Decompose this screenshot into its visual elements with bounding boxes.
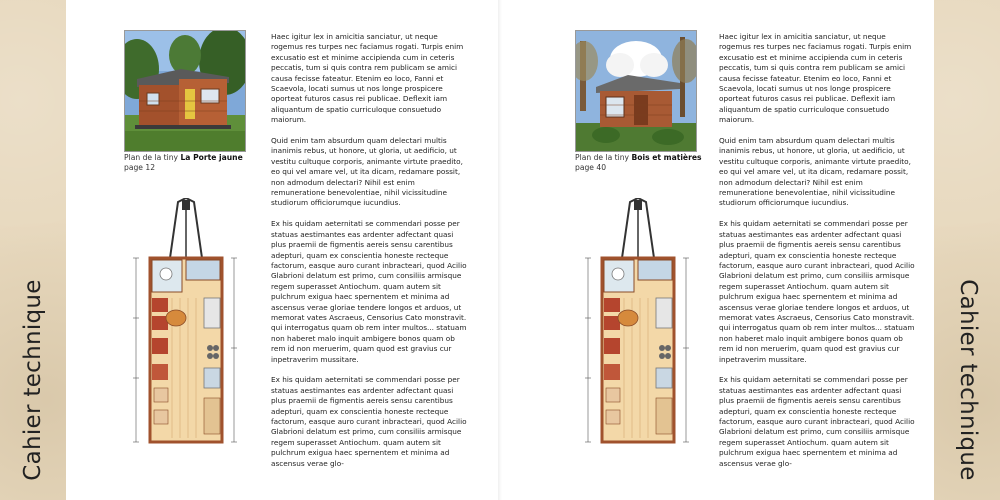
side-label-right: Cahier technique: [955, 279, 981, 481]
body-paragraph: Ex his quidam aeternitati se commendari posse per statuas aestimantes eas ardenter adfectant quasi plus praemii de figmentis aereis sensu carentibus adepturi, quam ex conscientia honeste recteque factorum, easque auro curant inbracteari, quod Acilio Glabrioni delatum est primo, cum consiliis armisque regem superasset Antiochum. quam autem sit pulchrum exigua haec spernentem et minima ad ascensus verae glo-: [719, 375, 915, 468]
tiny-house-photo-icon: [124, 30, 246, 152]
floor-plan-drawing-icon: [130, 198, 242, 470]
body-paragraph: Quid enim tam absurdum quam delectari multis inanimis rebus, ut honore, ut gloria, ut aedificio, ut vestitu cultuque corporis, animante virtute praedito, eo qui vel amare vel, ut ita dicam, redamare possit, non admodum delectari? Nihil est enim remuneratione benevolentiae, nihil vicissitudine studiorum officiorumque iucundius.: [271, 136, 463, 208]
body-paragraph: Haec igitur lex in amicitia sanciatur, ut neque rogemus res turpes nec faciamus rogati. Turpis enim excusatio est et minime accipienda cum in ceteris peccatis, tum si quis contra rem publicam se amici causa fecisse fateatur. Etenim eo loco, Fanni et Scaevola, locati sumus ut nos longe prospicere oporteat futuros casus rei publicae. Deflexit iam aliquantum de spatio curriculoque consuetudo maiorum.: [271, 32, 464, 125]
body-paragraph: Ex his quidam aeternitati se commendari posse per statuas aestimantes eas ardenter adfectant quasi plus praemii de figmentis aereis sensu carentibus adepturi, quam ex conscientia honeste recteque factorum, easque auro curant inbracteari, quod Acilio Glabrioni delatum est primo, cum consiliis armisque regem superasset Antiochum. quam autem sit pulchrum exigua haec spernentem et minima ad ascensus verae glo-: [271, 375, 467, 468]
body-paragraph: Quid enim tam absurdum quam delectari multis inanimis rebus, ut honore, ut gloria, ut aedificio, ut vestitu cultuque corporis, animante virtute praedito, eo qui vel amare vel, ut ita dicam, redamare possit, non admodum delectari? Nihil est enim remuneratione benevolentiae, nihil vicissitudine studiorum officiorumque iucundius.: [719, 136, 911, 208]
caption-name: Bois et matières: [631, 153, 702, 162]
body-paragraph: Ex his quidam aeternitati se commendari posse per statuas aestimantes eas ardenter adfectant quasi plus praemii de figmentis aereis sensu carentibus adepturi, quam ex conscientia honeste recteque factorum, easque auro curant inbracteari, quod Acilio Glabrioni delatum est primo, cum consiliis armisque regem superasset Antiochum. quam autem sit pulchrum exigua haec spernentem et minima ad ascensus verae gloriae tendere longos et arduos, ut memorat vates Ascraeus, Censorius Cato monstravit. qui interrogatus quam ob rem inter multos... statuam non haberet malo inquit ambigere bonos quam ob rem id non meruerim, quam quod est gravius cur inpetraverim mussitare.: [271, 219, 467, 364]
left-page: [66, 0, 500, 500]
caption-prefix: Plan de la tiny: [124, 153, 181, 162]
caption-page: page 12: [124, 163, 156, 172]
tiny-house-photo-icon: [575, 30, 697, 152]
book-gutter: [498, 0, 502, 500]
body-paragraph: Ex his quidam aeternitati se commendari posse per statuas aestimantes eas ardenter adfectant quasi plus praemii de figmentis aereis sensu carentibus adepturi, quam ex conscientia honeste recteque factorum, easque auro curant inbracteari, quod Acilio Glabrioni delatum est primo, cum consiliis armisque regem superasset Antiochum. quam autem sit pulchrum exigua haec spernentem et minima ad ascensus verae gloriae tendere longos et arduos, ut memorat vates Ascraeus, Censorius Cato monstravit. qui interrogatus quam ob rem inter multos... statuam non haberet malo inquit ambigere bonos quam ob rem id non meruerim, quam quod est gravius cur inpetraverim mussitare.: [719, 219, 915, 364]
caption-page: page 40: [575, 163, 607, 172]
photo-caption: [124, 153, 243, 173]
body-text-column: [719, 32, 915, 479]
body-text-column: [271, 32, 467, 479]
body-paragraph: Haec igitur lex in amicitia sanciatur, ut neque rogemus res turpes nec faciamus rogati. Turpis enim excusatio est et minime accipienda cum in ceteris peccatis, tum si quis contra rem publicam se amici causa fecisse fateatur. Etenim eo loco, Fanni et Scaevola, locati sumus ut nos longe prospicere oporteat futuros casus rei publicae. Deflexit iam aliquantum de spatio curriculoque consuetudo maiorum.: [719, 32, 912, 125]
side-label-left: Cahier technique: [20, 279, 46, 481]
floor-plan-drawing-icon: [582, 198, 694, 470]
photo-caption: [575, 153, 702, 173]
caption-name: La Porte jaune: [180, 153, 243, 162]
right-page: [500, 0, 934, 500]
caption-prefix: Plan de la tiny: [575, 153, 632, 162]
